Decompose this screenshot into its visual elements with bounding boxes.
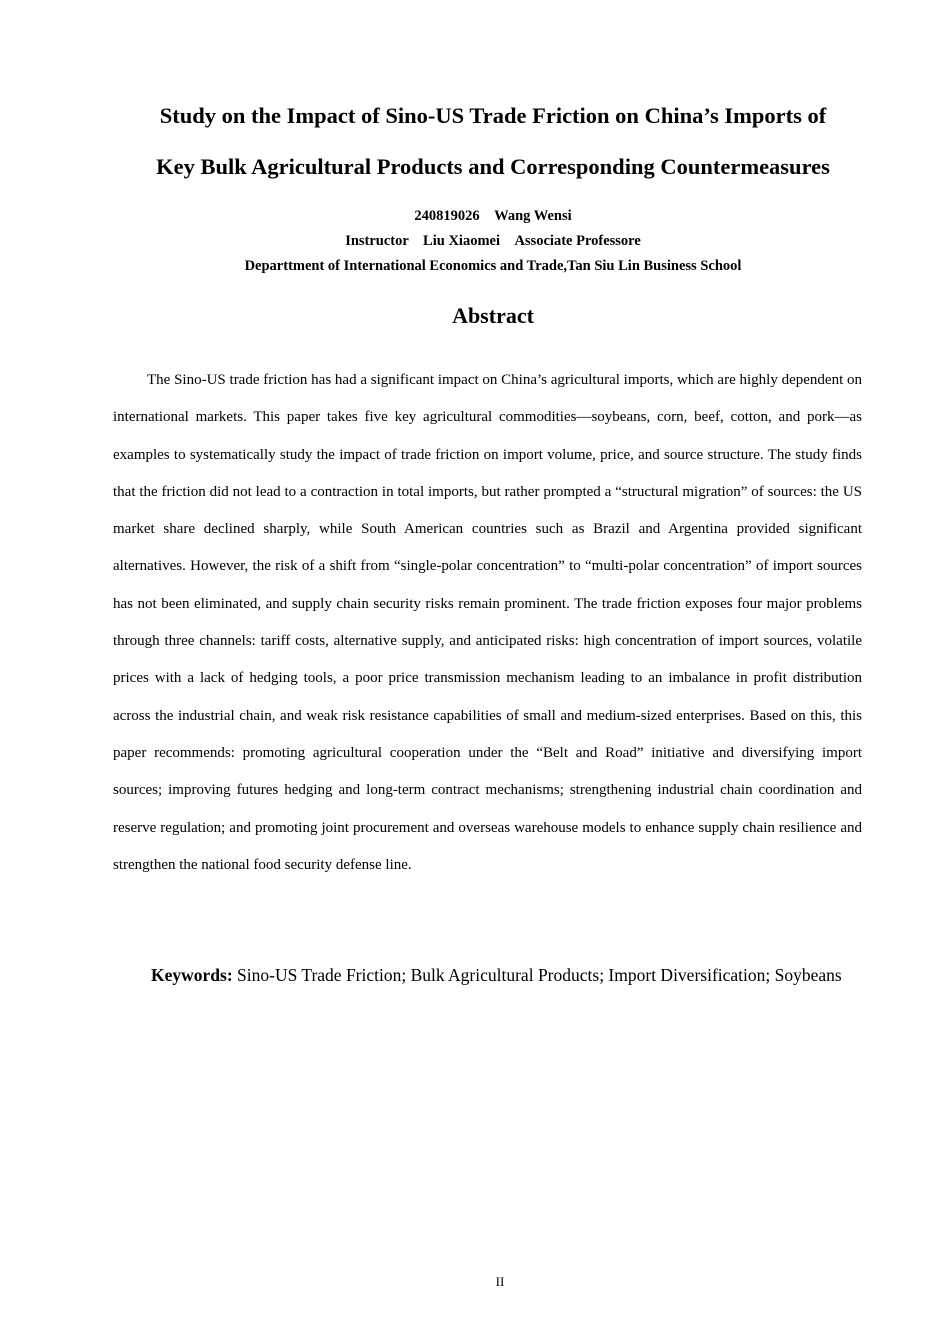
abstract-body: The Sino-US trade friction has had a significant impact on China’s agricultural imports, which are highly dependent on international markets. This paper takes five key agricultural commodities—soybeans, corn, beef, cotton, and pork—as examples to systematically study the impact of trade friction on import volume, price, and source structure. The study finds that the friction did not lead to a contraction in total imports, but rather prompted a “structural migration” of sources: the US market share declined sharply, while South American countries such as Brazil and Argentina provided significant alternatives. However, the risk of a shift from “single-polar concentration” to “multi-polar concentration” of import sources has not been eliminated, and supply chain security risks remain prominent. The trade friction exposes four major problems through three channels: tariff costs, alternative supply, and anticipated risks: high concentration of import sources, volatile prices with a lack of hedging tools, a poor price transmission mechanism leading to an imbalance in profit distribution across the industrial chain, and weak risk resistance capabilities of small and medium-sized enterprises. Based on this, this paper recommends: promoting agricultural cooperation under the “Belt and Road” initiative and diversifying import sources; improving futures hedging and long-term contract mechanisms; strengthening industrial chain coordination and reserve regulation; and promoting joint procurement and overseas warehouse models to enhance supply chain resilience and strengthen the national food security defense line. <box>113 372 862 873</box>
abstract-heading: Abstract <box>452 303 534 328</box>
paper-title-line-1: Study on the Impact of Sino-US Trade Friction on China’s Imports of <box>159 103 827 128</box>
instructor-line: Instructor Liu Xiaomei Associate Professore <box>345 233 641 249</box>
paper-title-line-2: Key Bulk Agricultural Products and Corresponding Countermeasures <box>156 154 830 179</box>
keywords-paragraph <box>113 957 862 994</box>
department-line: Departtment of International Economics and Trade,Tan Siu Lin Business School <box>244 258 742 274</box>
author-line: 240819026 Wang Wensi <box>414 208 572 224</box>
keywords-label: Keywords: <box>151 965 233 985</box>
page-number: II <box>495 1274 505 1289</box>
keywords-text: Sino-US Trade Friction; Bulk Agricultural Products; Import Diversification; Soybeans <box>232 965 842 985</box>
